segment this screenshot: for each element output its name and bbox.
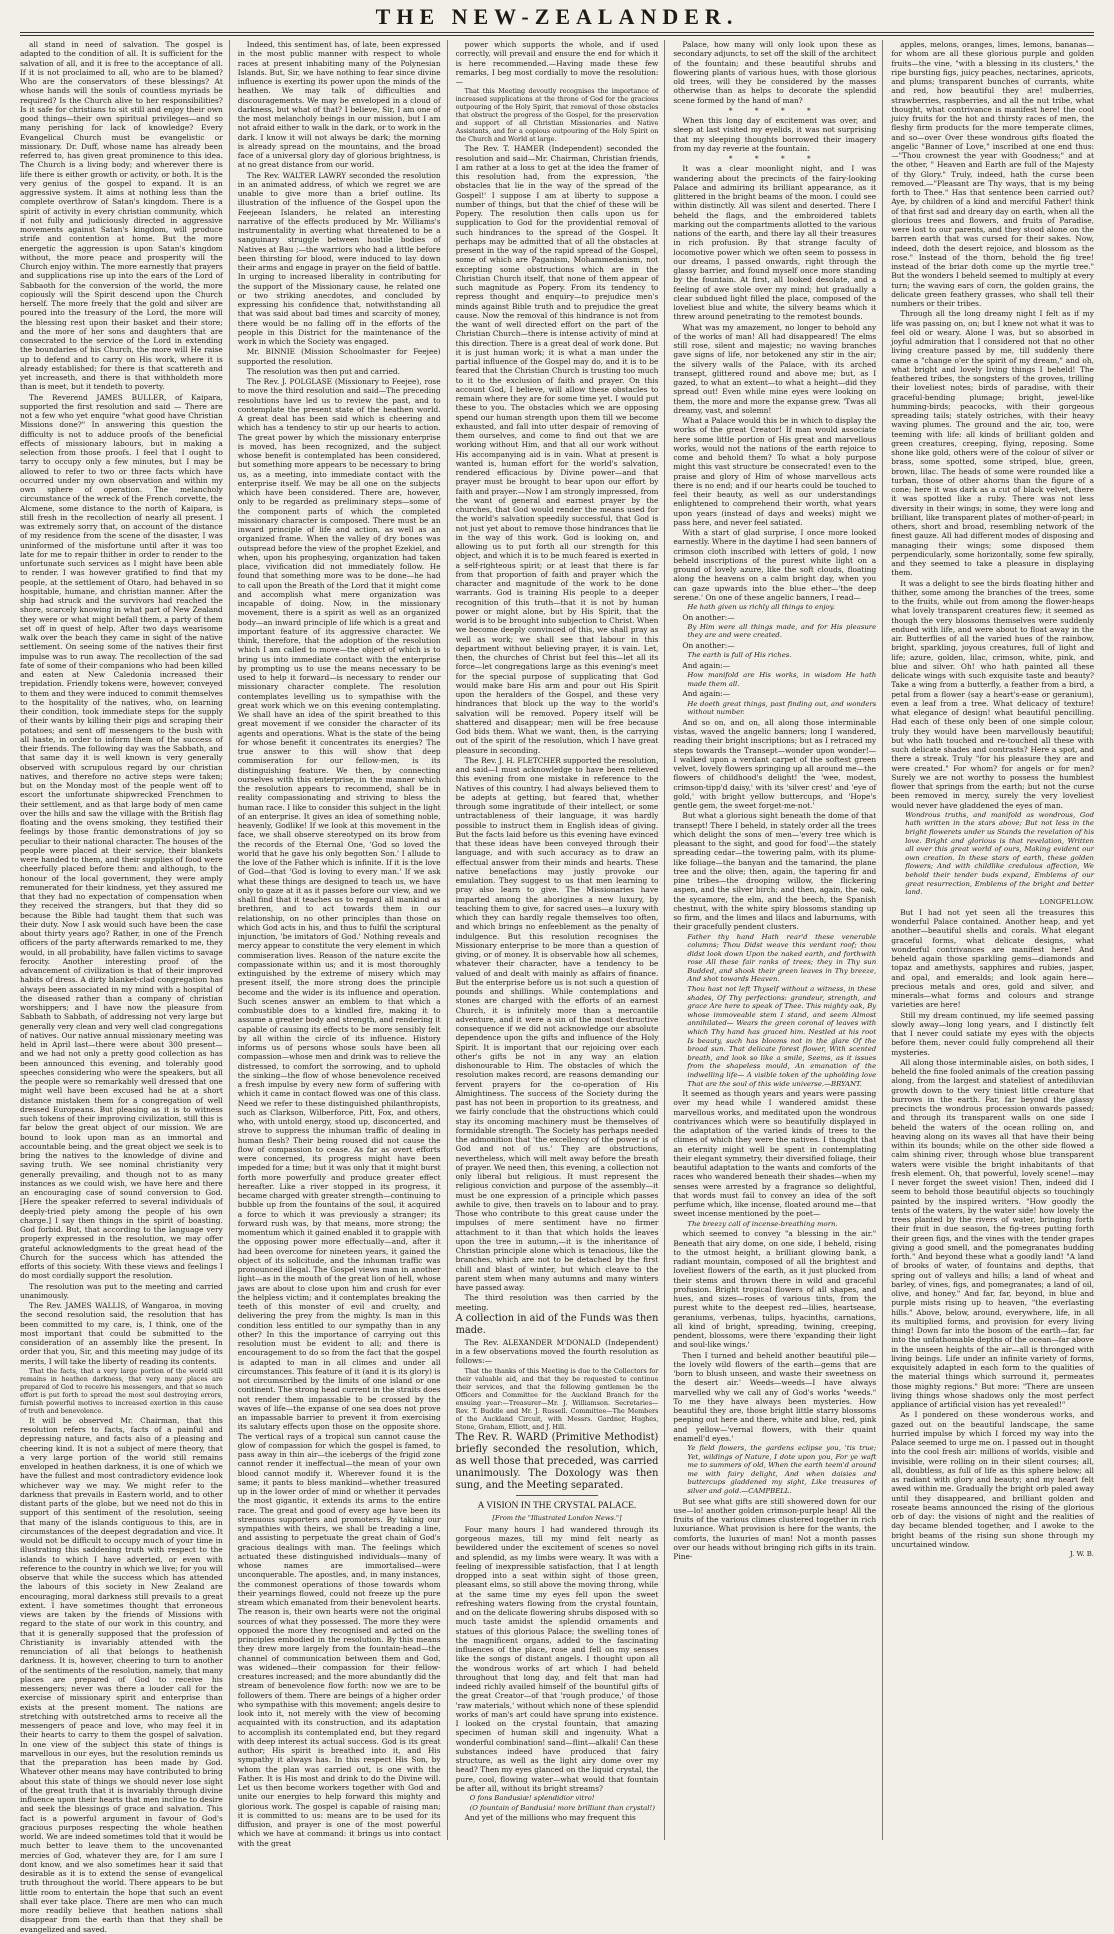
paragraph: The resolution was put to the meeting and carried unanimously. (20, 1281, 223, 1300)
paragraph: On another:— (682, 612, 735, 622)
paragraph: On another:— (682, 641, 735, 651)
verse-author: LONGFELLOW. (1039, 897, 1094, 906)
paragraph: which seemed to convey "a blessing in the air." Beneath that airy dome, on one side, I beheld, rising to the utmost height, a brilliant glowing bank, a radiant mountain, composed of all the brightest and loveliest flowers of the earth, as it just plucked from their stems and thrown there in wild and graceful profusion. Bright tropical flowers of all shapes, and hues, and sizes—roses of various tints, from the purest white to the deepest red—lilies, heartsease, geraniums, verbenas, tulips, hyacinths, carnations, all kind of bright, spreading, twining, creeping, pendent, blossoms, were there 'expanding their light and soul-like wings.' (673, 1229, 877, 1350)
column-3 (456, 40, 666, 1840)
paragraph: The Rev. ALEXANDER M'DONALD (Independent) in a few observations moved the fourth resolution as follows:— (455, 1337, 659, 1366)
closing-paragraph: The Rev. R. WARD (Primitive Methodist) briefly seconded the resolution, which, as well those that preceded, was carried unanimously. The Doxology was then sung, and the Meeting separated. (455, 1431, 659, 1491)
masthead-rule (20, 32, 1094, 33)
paragraph: The Rev. J. POLGLASE (Missionary to Feejee), rose to move the third resolution and said—The preceding resolutions have led us to review the past, and to contemplate the present state of the heathen world. A great deal has been said which is cheering and which has a tendency to stir up our hearts to action. The great power by which the missionary enterprise is moved, has been recognized, and the subject whose benefit is contemplated has been considered, but something more appears to be necessary to bring us, as a meeting, into immediate contact with the enterprise itself. We may be all one on the subjects which have been considered. There are, however, only to be regarded as preliminary steps—some of the component parts of which the completed missionary character is composed. There must be an inward principle of life and action, as well as an organized frame. When the valley of dry bones was outspread before the view of the prophet Ezekiel, and when, upon his prophesying, organization had taken place, vivification did not immediately follow. He found that something more was to be done—he had to call upon the Breath of the Lord that it might come and accomplish what mere organization was incapable of doing. Now, in the missionary movement, there is a spirit as well as an organized body—an inward principle of life which is a great and important feature of its aggressive character. We think, therefore, that the adoption of the resolution which I am called to move—the object of which is to bring us into immediate contact with the enterprise by prompting us to use the means necessary to be used to help it forward—is necessary to render our missionary character complete. The resolution contemplates levelling us to sympathise with the great work which we on this evening contemplating. We shall have an idea of the spirit breathed to this great movement if we consider the character of its agents and operations. What is the state of the being for whose benefit it concentrates its energies? The true answer to this will show that deep commiseration for our fellow-men, is its distinguishing feature. We then, by connecting ourselves with this enterprise, in the manner which the resolution appears to recommend, shall be in reality compassionating and striving to bless the human race. I like to consider this subject in the light of an enterprise. It gives an idea of something noble, heavenly, Godlike! If we look at this movement in the face, we shall observe stereotyped on its brow from the records of the Eternal One, 'God so loved the world that he gave his only begotten Son.' I allude to the love of the Father which is infinite. If it is the love of God—that 'God is loving to every man.' If we ask what these things are designed to teach us, we have only to gaze at it as it passes before our view, and we shall find that it teaches us to regard all mankind as brethren, and to act towards them in our relationship, on no other principles than those on which God acts in his, and thus to fulfil the scriptural injunction, 'be imitators of God.' Nothing reveals and mercy appear to constitute the very element in which commiseration lives. Reason of the nature excite the compassionate within us; and it is most thoroughly extinguished by the extreme of misery which may present itself, the more strong does the principle become and the wider is its influence and operation. Such scenes answer an emblem to that which a combustible does to a kindled fire, making it to assume a greater body and strength, and rendering it capable of causing its effects to be more sensibly felt by all within the circle of its influence. History informs us of persons whose souls have been all compassion—whose men and drink was to relieve the distressed, to comfort the sorrowing, and to uphold the sinking—the flow of whose benevolence received a fresh impulse by every new form of suffering with which it came in contact flowed was one of this class. Need we refer to these distinguished philanthropists, such as Clarkson, Wilberforce, Pitt, Fox, and others, who, with untold energy, stood up, disconcerted, and strove to suppress the inhuman traffic of dealing in human flesh? Their being roused did not cause the flow of compassion to cease. As far as overt efforts were concerned, its progress might have been impeded for a time; but it was only that it might burst forth more powerfully and produce greater effect hereafter. Like a river stopped in its progress, it became charged with greater strength—continuing to bubble up from the fountains of the soul, it acquired a force to which it was previously a stranger; its forward rush was, by that means, more strong; the momentum which it gained enabled it to grapple with the opposing power more effectually—and, after it had been overcome for nineteen years, it gained the object of its solicitude, and the inhuman traffic was pronounced illegal. The Gospel views man in another light—as in the mouth of the great lion of hell, whose jaws are about to close upon him and crush for ever the helpless victim; and it contemplates breaking the teeth of this monster of evil and cruelty, and delivering the prey from the mighty. Is man in this condition less entitled to our sympathy than in any other? In this the importance of carrying out this resolution must be evident to all; and there is encouragement to do so from the fact that the gospel is adapted to man in all climes and under all circumstances. This feature of it (and it is its glory) is not circumscribed by the limits of one island or one continent. The strong head current in the straits does not render them impassable to be crossed by the waves of life—the expanse of one sea does not prove an impassable barrier to prevent it from exercising its salutary effects upon those on the opposite shore. The vertical rays of a tropical sun cannot cause the glow of compassion for which the gospel is famed, to pass away in thin air—the icebergs of the frigid zone cannot render it ineffectual—the mean of your own blood cannot modify it. Wherever found it is the same; it pants to bless mankind—whether treasured up in the lower order of mind or whether it pervades the most gigantic, it extends its arms to the entire race. The great and good of every age have been its strenuous supporters and promoters. By taking our sympathies with theirs, we shall be treading a line, and assisting to perpetuate the great chain of God's gracious dealings with man. The feelings which actuated these distinguished individuals—many of whose names are immortalised—were unconquerable. The apostles, and, in many instances, the commonest operations of those towards whom their yearnings flowed, could not freeze up the pure stream which emanated from their benevolent hearts. The reason is, their own hearts were not the original sources of what they possessed. The more they were opposed the more they recognised and acted on the principles embodied in the resolution. By this means they drew more largely from the fountain-head—the channel of communication between them and God, was widened—their compassion for their fellow-creatures increased; and the more abundantly did the stream of benevolence flow forth: now we are to be followers of them. There are beings of a higher order who sympathise with this movement; angels desire to look into it, not merely with the view of becoming acquainted with its construction, and its adaptation to accomplish its contemplated end, but they regard with deep interest its actual success. God is its great author; His spirit is breathed into it, and His sympathy it always has. In this respect His Son, by whom the plan was carried out, is one with the Father. It is His most and drink to do the Divine will. Let us then become workers together with God and unite our energies to help forward this mighty and glorious work. The gospel is capable of raising man; it is committed to us: means are to be used for its diffusion, and prayer is one of the most powerful which we have at command: it brings us into contact with the great (237, 377, 441, 1848)
verse: He hath given us richly all things to enjoy. (687, 603, 835, 611)
column-1 (20, 40, 230, 1934)
verse: O fons Bandusiæ! splendidior vitro! (469, 1794, 595, 1802)
collection-heading: A collection in aid of the Funds was then made. (455, 1312, 659, 1336)
resolution-text: That the thanks of this Meeting is due to the Collectors for their valuable aid, and that they be requested to continue their services, and that the following gentlemen be the Officers and Committee for the Auckland Branch for the ensuing year:—Treasurer—Mr. J. Williamson. Secretaries—Rev. T. Buddle and Mr. J. Russell. Committee—The Members of the Auckland Circuit, with Messrs. Gardner, Hughes, Stone, Graham, Elliott, and J. Hill. (455, 1366, 659, 1431)
column-4 (673, 40, 883, 1840)
paragraph: All along those interminable aisles, on both sides, I beheld the fine fooled animals of the creation passing along, from the largest and stateliest of antediluvian growth down to the very tiniest little creature that burrows in the earth. Far, far beyond the glassy precincts the wondrous procession onwards passed; and through its transparent walls on one side I beheld the waters of the ocean rolling on, and heaving along on its waves all that have their being within its bounds; while on the other side flowed a calm shining river, through whose blue transparent waters were visible the bright inhabitants of that fresh element. Oh, that powerful, lovely scene!—may I never forget the sweet vision! Then, indeed did I seem to behold those beautiful objects so touchingly painted by the inspired writers. "How goodly the tents of the waters, by the water side! how lovely the trees planted by the rivers of water, bringing forth their fruit in due season, the fig-trees putting forth their green figs, and the vines with the tender grapes giving a good smell, and the pomegranates budding forth." And beyond these what a goodly land! "A land of brooks of water, of fountains and depths, that spring out of valleys and hills; a land of wheat and barley, of vines, figs, and pomegranates; a land of oil, olive, and honey." And far, far, beyond, in blue and purple mists rising up to heaven, "the everlasting hills." Above, below, around, everywhere, life, in all its multiplied forms, and provision for every living thing! Down far into the bosom of the earth—far, far into the unfathomable depths of the ocean—far above in the unseen heights of the air—all is thronged with living beings. Life under an infinite variety of forms, exquisitely adapted in each form to the qualities of the material things which surround it, permeates those mighty regions." But more: "There are unseen living things whose shadows only the most perfect appliance of artificial vision has yet revealed!" (891, 1057, 1094, 1410)
verse: (O fountain of Bandusia! more brilliant than crystal!) (469, 1803, 655, 1812)
verse: Thou hast not left Thyself without a witness, in these shades, Of Thy perfections: grandeur, strength, and grace Are here to speak of Thee. This mighty oak, By whose immoveable stem I stand, and seem Almost annihilated— Wears the green coronal of leaves with which Thy hand has graced him. Nestled at his root Is beauty, such has blooms not in the glare Of the broad sun. That delicate forest flower, With scented breath, and look so like a smile, Seems, as it issues from the shapeless mould, An emanation of the indwelling life— A visible token of the upholding love That are the soul of this wide universe.—BRYANT. (687, 985, 877, 1088)
paragraph: It will be observed Mr. Chairman, that this resolution refers to facts, facts of a painful and depressing nature, and facts also of a pleasing and cheering kind. It is not a subject of mere theory, that a very large portion of the world still remains enveloped in heathen darkness, it is one of which we have the fullest and most contradictory evidence look whichever way we may. We might refer to the darkness that prevails in Eastern world, and to other distant parts of the globe, but we need not do this in support of this sentiment of the resolution, seeing that many of the islands contiguous to this, are in circumstances of the deepest degradation and vice. It would not be difficult to occupy much of your time in illustrating this saddening truth with respect to the islands to which I have adverted, or even with reference to the country in which we live; for you will observe that while the success which has attended the labours of this society in New Zealand are encouraging, moral darkness still prevails to a great extent. I have sometimes thought that erroneous views are taken by the friends of Missions with regard to the state of our work in this country, and that it is generally supposed that the profession of Christianity is invariably attended with the renunciation of all that belongs to heathenish darkness. It is, however, cheering to turn to another of the sentiments of the resolution, namely, that many places are prepared of God to receive his messengers; never was there a louder call for the exercise of missionary spirit and enterprise than exists at the present moment. The nations are stretching with outstretched arms to receive all the messengers of peace and love, who may feel it in their hearts to carry to them the gospel of salvation. In one view of the subject this state of things is marvellous in our eyes, but the resolution reminds us that the preparation has been made by God. Whatever other means may have contributed to bring about this state of things we should never lose sight of the great truth that it is invariably through divine influence upon their hearts that men incline to desire and seek the blessings of grace and salvation. This fact is a powerful argument in favour of God's gracious purposes respecting the whole heathen world. We are indeed sometimes told that it would be much better to leave them to the uncovenanted mercies of God, whatever they are, for I am sure I dont know, and we also sometimes hear it said that desirable as it is to extend the sense of evangelical truth throughout the world. There appears to be but little room to entertain the hope that such an event shall ever take place. There are men who can much more readily believe that heathen nations shall disappear from the earth than that they shall be evangelized and saved. (20, 1415, 223, 1934)
paragraph: And so on, and on, all along those interminable vistas, waved the angelic banners; long I wandered, reading their bright inscriptions; but as I retraced my steps towards the Transept—wonder upon wonder!—I walked upon a verdant carpet of the softest green velvet, lovely flowers springing up all around me—the flowers of childhood's delight! the 'wee, modest, crimson-tipp'd daisy,' with its 'silver crest' and 'eye of gold,' with bright yellow buttercups, and 'Hope's gentle gem, the sweet forget-me-not.' (673, 717, 877, 810)
paragraph: What was my amazement, no longer to behold any of the works of man! All had disappeared! The elms still rose, silent and majestic; no waving branches gave signs of life, nor betokened any stir in the air; the silvery walls of the Palace, with its arched transept, glittered round and above me; but, as I gazed, to what an extent—to what a height—did they spread out! Even while mine eyes were looking on them, the more and more the expanse grew. 'Twas all dreamy, vast, and solemn! (673, 322, 877, 415)
paragraph: Then I turned and beheld another beautiful pile—the lovely wild flowers of the earth—gems that are 'born to blush unseen, and waste their sweetness on the desert air.' Weeds—weeds—I have always marvelled why we call any of God's works "weeds." To me they have always been mysteries. How beautiful they are, those bright little starry blossoms peeping out here and there, white and blue, red, pink and yellow—'vernal flowers, with their quaint enamell'd eyes.' (673, 1350, 877, 1443)
verse: The earth is full of His riches. (687, 651, 792, 660)
paragraph: It seemed as though years and years were passing over my head while I wandered amidst these marvellous works, and meditated upon the wondrous contrivances which were so beautifully displayed in the adaptation of the varied kinds of trees to the climes of which they were the natives. I thought that an eternity might well be spent in contemplating their elegant symmetry, their diversified foliage, their beautiful adaptation to the wants and comforts of the races who wandered beneath their shades—when my senses were arrested by a fragrance so delightful, that words must fail to convey an idea of the soft perfume which, like incense, floated around me—that sweet incense mentioned by the poet— (673, 1089, 877, 1219)
paragraph: What a Palace would this be in which to display the works of the great Creator! If man would associate here some little portion of His great and marvellous works, would not the nations of the earth rejoice to come and behold them? To what a holy purpose might this vast structure be consecrated! even to the praise and glory of Him of whose marvellous acts there is no end; and if our hearts could be touched to feel their beauty, as well as our understandings enlightened to comprehend their worth, what years upon years (instead of days and weeks) might we pass here, and never feel satiated. (673, 416, 877, 527)
paragraph: The Rev. JAMES WALLIS, of Wangaroa, in moving the second resolution said, the resolution that has been committed to my care, is, I think, one of the most important that could be submitted to the consideration of an assembly like the present. In order that you, Sir, and this meeting may judge of its merits, I will take the liberty of reading its contents. (20, 1301, 223, 1366)
paragraph: Indeed, this sentiment has, of late, been expressed in the most public manner with respect to whole races at present inhabiting many of the Polynesian Islands. But, Sir, we have nothing to fear since divine influence is exerting its power upon the minds of the heathen. We may talk of difficulties and discouragements. We may be enveloped in a cloud of darkness, but what of that? I believe, Sir, I am one of the most melancholy beings in our mission, but I am not afraid either to walk in the dark, or to work in the dark. I know it will not always be dark; the morning is already spread on the mountains, and the broad face of a universal glory day of glorious brightness, is at no great distance from our world. (237, 40, 441, 170)
paragraph: The Rev. J. H. FLETCHER supported the resolution, and said—I must acknowledge to have been relieved this evening from one mistake in reference to the Natives of this country. I had always believed them to be adepts at getting, but feared that, whether through some ingratitude of their intellect, or some untractableness of their language, it was hardly possible to instruct them in English ideas of giving. But the facts laid before us this evening have evinced that these ideas have been conveyed through their language, and with such accuracy as to draw an effectual answer from their minds and hearts. These native benefactions may justly provoke our emulation. They suggest to us that men learning to pray also learn to give. The Missionaries have imparted among the aborigines a new luxury, by teaching them to give, for sacred uses—a luxury with which they can hardly regale themselves too often, and which brings no enfeeblement as the penalty of indulgence. But this resolution recognises the Missionary enterprise to be more than a question of giving, or of money. It is observable how all schemes, whatever their character, have a tendency to be valued of and dealt with mainly as affairs of finance. But the enterprise before us is not such a question of pounds and shillings. While contemplations and stones are charged with the efforts of an earnest Church, it is infinitely more than a mercantile adventure, and it were a sin of the most destructive consequence if we did not acknowledge our absolute dependence upon the gifts and influence of the Holy Spirit. It is important that our rejoicing over each other's gifts be not in any way an elation dishonourable to Him. The obstacles of which the resolution makes record, are reasons demanding our fervent prayers for the co-operation of His Almightiness. The success of the Society during the past has not been in proportion to its greatness, and we fairly conclude that the obstructions which could stay its oncoming machinery must be themselves of formidable strength. The Society has perhaps needed the admonition that 'the excellency of the power is of God and not of us.' They are obstructions, nevertheless, which will melt away before the breath of prayer. We need then, this evening, a collection not only liberal but religious. It must represent the religious conviction and purpose of the assembly—it must be one expression of a principle which passes awhile to give, then travels on to labour and to pray. Those who contribute to this great cause under the impulses of mere sentiment have no firmer attachment to it than that which holds the leaves upon the tree in autumn,—it is the inheritance of Christian principle alone which is tenacious, like the branches, which are not to be detached by the first chill and blast of winter, but which cleave to the parent stem when many autumns and many winters have passed away. (455, 755, 659, 1292)
resolution-text: That the facts, that a very large portion of the world still remains in heathen darkness, that very many places are prepared of God to receive his messengers, and that so much effort is put forth to spread the most soul destroying errors, furnish powerful motives to increased exertion in this cause of truth and benevolence. (20, 1366, 223, 1415)
paragraph: Still my dream continued, my life seemed passing slowly away—long long years, and I distinctly felt that I never could satiate my eyes with the objects before them, never could fully comprehend all their mysteries. (891, 1010, 1094, 1057)
column-5 (891, 40, 1094, 1840)
paragraph: apples, melons, oranges, limes, lemons, bananas—for whom are all these glorious purple and golden fruits—the vine, "with a blessing in its clusters," the ripe bursting figs, juicy peaches, nectarines, apricots, and plums; transparent bunches of currants, white and red, how beautiful they are! mulberries, strawberries, raspberries, and all the nut tribe, what thought, what contrivance is manifest here! the cool juicy fruits for the hot and thirsty races of men, the fleshy firm products for the more temperate climes, and so—over Over these wondrous gifts floated the angelic "Banner of Love," inscribed at one end thus:—"Thou crownest the year with Goodness;" and at the other, " Heaven and Earth are full of the Majesty of thy Glory." Truly, indeed, hath the curse been removed.—"Pleasant are Thy ways, that is my being forth to Thee." Has that sentence been carried out? Aye, by children of a kind and merciful Father! think of that first sad and dreary day on earth, when all the glorious trees and flowers, and fruits of Paradise, were lost to our parents, and they stood alone on the barren earth that was cursed for their sakes. Now, indeed, doth the desert rejoice, and blossom as the rose." Instead of the thorn, behold the fig tree! instead of the briar doth come up the myrtle tree." But the wonders I beheld seemed to multiply at every turn; the waving ears of corn, the golden grains, the delicate green feathery grasses, who shall tell their numbers or their tribes. (891, 40, 1094, 308)
paragraph: With a start of glad surprise, I once more looked earnestly. Where in the daytime I had seen banners of crimson cloth inscribed with letters of gold, I now beheld inscriptions of the purest white light on a ground of lovely azure, like the soft clouds, floating along the heavens on a calm bright day, when you can gaze upwards into the blue ether—'the deep serene.' On one of these angelic banners, I read— (673, 528, 877, 602)
section-break: * * * * (728, 105, 821, 115)
paragraph: But I had not yet seen all the treasures this wonderful Palace contained. Another heap, and yet another—beautiful shells and corals. What elegant graceful forms, what delicate designs, what wonderful contrivances are manifest here! And beheld again those sparkling gems—diamonds and topaz and amethysts, sapphires and rubies, jasper, and opal, and emeralds; and look again here—precious metals and ores, gold and silver, and minerals—what forms and colours and strange varieties are here! (891, 907, 1094, 1010)
verse: The breezy call of incense-breathing morn. (687, 1219, 838, 1228)
paragraph: It was a clear moonlight night, and I was wandering about the precincts of the fairy-looking Palace and admiring its brilliant appearance, as it glittered in the bright beams of the moon. I could see within distinctly. All was silent and deserted. There I beheld the flags, and the embroidered tablets marking out the compartments allotted to the various nations of the earth, and there lay all their treasures in rich profusion. By that strange faculty of locomotive power which we often seem to possess in our dreams, I passed onwards, right through the glassy barrier, and found myself once more standing by the fountain. At first, all looked desolate, and a feeling of awe stole over my mind; but gradually a clear subdued light filled the place, composed of the loveliest blue and white, the silvery beams which it threw around penetrating to the remotest bounds. (673, 164, 877, 322)
paragraph: But see what gifts are still showered down for our use—lo! another golden crimson-purple heap! All the fruits of the various climes clustered together in rich luxuriance. What provision is here for the wants, the comforts, the luxuries of man! Not a month passes over our heads without bringing rich gifts in its train. Pine- (673, 1496, 877, 1562)
paragraph: As I pondered on these wonderous works, and gazed out on the beautiful landscape, the same hurried impulse by which I forced my way into the Palace seemed to urge me on. I passed out in thought into the cool fresh air: millions of worlds, visible and invisible, were rolling on in their silent courses; all, all, doubtless, as full of life as this sphere below; all as radiant with glory and beauty; and my heart felt awed within me. Gradually the bright orb paled away until they disappeared, and brilliant golden and roseate beams announced the rising of the glorious orb of day: the visions of night and the realities of day became blended together, and I awoke to the bright beams of the rising sun shone through my uncurtained window. (891, 1410, 1094, 1549)
divider (516, 1495, 597, 1496)
verse: He doeth great things, past finding out, and wonders without number. (687, 699, 877, 717)
article-heading: A VISION IN THE CRYSTAL PALACE. (477, 1500, 637, 1511)
paragraph: And again:— (682, 660, 731, 670)
masthead-rule-thin (20, 35, 1094, 36)
verse: How manifold are His works, in wisdom He hath made them all. (687, 671, 877, 688)
section-break: * * * * (728, 154, 821, 163)
masthead (0, 4, 1114, 28)
paragraph: The Rev. T. HAMER (Independent) seconded the resolution and said—Mr. Chairman, Christian friends, I am rather at a loss to get at the idea the framer of this resolution had, from the expression, 'the obstacles that lie in the way of the spread of the Gospel!' I suppose I am at liberty to suppose a number of things, but that the chief of these will be Popery. The resolution then calls upon us for supplication to God for the providential removal of such hindrances to the spread of the Gospel. It perhaps may be admitted that of all the obstacles at present in the way of the rapid spread of the Gospel, some of which are Paganism, Mohammedanism, not excepting some obstructions which are in the Christian Church itself, that none of them appear of such magnitude as Popery. From its tendency to repress thought and enquiry—to prejudice men's minds against Bible truth and to prejudice the great cause. Now the removal of this hindrance is not from the want of well directed effort on the part of the Christian Church—there is intense activity of mind at this direction. There is a great deal of work done. But it is just human work; it is what a man under the partial influence of the Gospel may do, and it is to be feared that the Christian Church is trusting too much to it to the exclusion of faith and prayer. On this account God, I believe, will allow these obstacles to remain where they are for some time yet. I would put these to you. The obstacles which we are opposing spend our human strength upon them till we become exhausted, and fall into utter despair of removing of them ourselves, and come to find out that we are working without Him, and that all our work without His accompanying aid is in vain. What at present is wanted is, human effort for the world's salvation, rendered efficacious by Divine power—and that prayer must be brought to bear upon our effort by faith and prayer.—Now I am strongly impressed, from the want of general and earnest prayer by the churches, that God would render the means used for the world's salvation speedily successful, that God is not just yet about to remove those hindrances that lie in the way of this work. God is looking on, and allowing us to put forth all our strength for this object, and which it is to be much feared is exerted in a self-righteous spirit; or at least that there is far from that proportion of faith and prayer which the character and magnitude of the work to be done warrants. God is training His people to a deeper recognition of this truth—that it is not by human power or might alone, but by His Spirit, that the world is to be brought into subjection to Christ. When we become deeply convinced of this, we shall pray as well as work; we shall see that labour in this department without believing prayer, it is vain. Let, then, the churches of Christ but feel this—let all its force—let congregations large as this evening's meet for the special purpose of supplicating that God would make bare His arm and pour out His Spirit upon the heralders of the Gospel, and these very hindrances that block up the way to the world's salvation will be removed. Popery itself will be shattered and disappear; men will be free because God bids them. What we want, then, is the carrying out of the spirit of the resolution, which I have great pleasure in seconding. (455, 144, 659, 755)
paragraph: Through all the long dreamy night I felt as if my life was passing on, on; but I knew not what it was to feel old or weary. Alone I was, but so absorbed in joyful admiration that I considered not that no other living creature passed by me, till suddenly there came a "change o'er the spirit of my dream," and oh, what bright and lovely living things I beheld! The feathered tribes, the songsters of the groves, trilling their loveliest notes; birds of paradise, with their graceful-bending plumage; bright, jewel-like humming-birds; peacocks, with their gorgeous spreading tails; stately ostriches, with their heavy waving plumes. The ground and the air, too, were teeming with life: all kinds of brilliant golden and green creatures, creeping, flying, reposing. Some shone like gold, others were of the colour of silver or brass, some spotted, some striped, blue, green, brown, lilac. The heads of some were rounded like a turban, those of other ahorns than the figure of a cone; here it was dark as a cut of black velvet, there it was spotted like a ruby. There was not less diversity in their wings; in some, they were long and brilliant, like transparent plates of mother-of-pearl; in others, short and broad, resembling network of the finest gauze. All had different modes of disposing and managing their wings; some disposed them perpendicularly, some horizontally, some few spirally, and they seemed to take a pleasure in displaying them. (891, 309, 1094, 578)
paragraph: Palace, how many will only look upon these as secondary adjuncts, to set off the skill of the architect of the fountain; and these beautiful shrubs and flowering plants of various hues, with those glorious old trees, will they be considered by the masses otherwise than as helps to decorate the splendid scene formed by the hand of man? (673, 40, 877, 105)
verse: Father thy hand Hath rear'd these venerable columns; Thou Didst weave this verdant roof; thou didst look down Upon the naked earth, and forthwith rose All these fair ranks of trees; they in Thy sun Budded, and shook their green leaves in Thy breeze, And shot towards Heaven. (687, 932, 877, 984)
paragraph: And yet of the millions who may frequent this (464, 1813, 636, 1823)
paragraph: The Reverend JAMES BULLER, of Kaipara, supported the first resolution and said — There are not a few who yet enquire "what good have Christian Missions done?" In answering this question the difficulty is not to adduce proofs of the beneficial effects of missionary labours, but in making a selection from those proofs. I feel that I ought to tarry to occupy only a few minutes, but I may be allowed to refer to two or three facts which have occurred under my own observation and within my own sphere of operation. The melancholy circumstance of the wreck of the French corvette, the Alcmene, some distance to the north of Kaipara, is still fresh in the recollection of nearly all present. I was extremely sorry that, on account of the distance of my residence from the scene of the disaster, I was uninformed of the misfortune until after it was too late for me to repair thither in order to render to the unfortunate such services as I might have been able to render. I was however gratified to find that my people, at the settlement of Otaro, had behaved in so hospitable, humane, and christian manner. After the ship had struck and the survivors had reached the shore, scarcely knowing in what part of New Zealand they were or what might befall them, a party of them set off in quest of help. After two days wearisome walk over the beach they came in sight of the native settlement. On seeing some of the natives their first impulse was to run away. The recollection of the sad fate of some of their companions who had been killed and eaten at New Caledonia increased their trepidation. Friendly tokens were, however, conveyed to them and they were induced to commit themselves to the hospitality of the natives, who, on learning their condition, took immediate steps for the supply of their wants by killing their pigs and scraping their potatoes; and sent off messengers to the bush with all haste, in order to inform them of the success of their friends. The following day was the Sabbath, and that same day it is well known is very generally observed with scrupulous regard by our christian natives, and therefore no active steps were taken; but on the Monday most of the people went off to escort the unfortunate shipwrecked Frenchmen to their settlement, and as that large body of men came over the hills and saw the village with the British flag floating and the ovens smoking, they testified their feelings by those frantic demonstrations of joy so peculiar to their national character. The houses of the people were placed at their service, their blankets were handed to them, and their supplies of food were cheerfully placed before them: and although, to the honour of the local government, they were amply remunerated for their kindness, yet they assured me that they had no expectation of compensation when they received the strangers, but that they did so because the Bible had taught them that such was their duty. Now I ask would such have been the case about thirty years ago? Rather, in one of the French officers of the party afterwards remarked to me, they would, in all probability, have fallen victims to savage ferocity. Another interesting proof of the advancement of civilization is that of their improved habits of dress. A dirty blanket-clad congregation has always been associated in my mind with a hospital of the diseased rather than a company of christian worshippers; and I have now the pleasure from Sabbath to Sabbath, of addressing not very large but generally very clean and very well clad congregations of natives. Our native annual missionary meeting was held in April last—there were about 300 present—and we had not only a pretty good collection as has been announced this evening, and tolerably good speeches considering who were the speakers, but all the people were so remarkably well dressed that one might well have been excused had he at a short distance mistaken them for a congregation of well dressed Europeans. But pleasing as it is to witness such tokens of their improving civilization, still this is far below the great object of our mission. We are bound to look upon man as an immortal and accountable being, and the great object we seek is to bring the natives to the knowledge of divine and saving truth. We see nominal christianity very generally prevailing, and though not to as many instances as we could wish, we have here and there an encouraging case of sound conversion to God. [Here the speaker referred to several individuals of deeply-tried piety among the people of his own charge.] I say then things in the spirit of boasting. God forbid. But, that according to the language very properly expressed in the resolution, we may offer grateful acknowledgments to the great head of the Church for the success which has attended the efforts of this society. With these views and feelings I do most cordially support the resolution. (20, 392, 223, 1281)
paragraph: power which supports the whole, and if used correctly, will prevail and ensure the end for which it is here recommended.—Having made these few remarks, I beg most cordially to move the resolution:— (455, 40, 659, 86)
paragraph: Mr. BINNIE (Mission Schoolmaster for Feejee) supported the resolution. (237, 347, 441, 366)
page-columns (20, 40, 1094, 1934)
paragraph: It was a delight to see the birds floating hither and thither, some among the branches of the trees, some to the fruits, while out from among the flower-heaps what lovely transparent creatures flew; it seemed as though the very blossoms themselves were suddenly endued with life, and were about to float away in the air. Butterflies of all the varied hues of the rainbow, bright, sparkling, joyous creatures, full of light and life; azure, golden, lilac, crimson, white, pink, and blue and silver. Oh! who hath painted all these delicate wings with such exquisite taste and beauty? Take a wing from a butterfly, a feather from a bird, a petal from a flower (say a heart's-ease or geranium), even a leaf from a tree. What delicacy of texture! what elegance of design! what beautiful pencilling. Had each of these only been of one simple colour, truly they would have been marvellously beautiful; but who hath touched and re-touched all these with such delicate shades and contrasts? Here a spot, and there a streak. Truly "for his pleasure they are and were created." For whom? for angels or for men? Surely we are not worthy to possess the humblest flower that springs from the earth; but not the curse been removed in mercy, surely the very loveliest would never have gladdened the eyes of man. (891, 578, 1094, 810)
paragraph: The resolution was then put and carried. (246, 366, 400, 376)
article-author: J. W. B. (1069, 1550, 1094, 1559)
paragraph: The Rev. WALTER LAWRY seconded the resolution in an animated address, of which we regret we are unable to give more than a brief outline. Its illustration of the influence of the Gospel upon the Feejeean Islanders, he related an interesting narrative of the effects produced by Mr. Williams's instrumentality in averting what threatened to be a sanguinary struggle between hostile bodies of Natives at Bau ;—the warriors who had a little before been thirsting for blood, were induced to lay down their arms and engage in prayer on the field of battle. In urging to increased liberality in contributing for the support of the Missionary cause, he related one or two striking anecdotes, and concluded by expressing his confidence that, notwithstanding all that was said about bad times and scarcity of money, there would be no falling off in the efforts of the people in this District for the maintenance of the work in which the Society was engaged. (237, 170, 441, 346)
paragraph: When this long day of excitement was over, and sleep at last visited my eyelids, it was not surprising that my sleeping thoughts borrowed their imagery from my day reverie at the fountain. (673, 116, 877, 153)
paragraph: all stand in need of salvation. The gospel is adapted to the condition of all. It is sufficient for the salvation of all, and it is free to the acceptance of all. If it is not proclaimed to all, who are to be blamed? Who are the conservators of these blessings? At whose hands will the souls of countless myriads be required? Is the Church alive to her responsibilities? Is it safe for christians to sit still and enjoy their own good things—their own spiritual privileges—and so many perishing for lack of knowledge? Every Evangelical Church must be evangelistic or missionary. Dr. Duff, whose name has already been referred to, has given great prominence to this idea. The Church is a living body; and wherever there is life there is either growth or activity, or both. It is the very genius of the gospel to expand. It is an aggressive system. It aims at nothing less than the complete overthrow of Satan's kingdom. There is a spirit of activity in every christian community, which if not fully and judiciously directed in aggressive movements against Satan's kingdom, will produce strife and contention at home. But the more energetic the aggression is upon Satan's kingdom without, the more peace and prosperity will the Church enjoy within. The more earnestly that prayers and supplications rise up into the ears of the Lord of Sabbaoth for the conversion of the world, the more copiously will the Spirit descend upon the Church herself. The more freely that the gold and silver are poured into the treasury of the Lord, the more will the blessing rest upon their basket and their store; and the more of her sons and daughters that are consecrated to the service of the Lord in extending the boundaries of his Church, the more will He raise up to defend and to carry on His work, where it is already established; for there is that scattereth and yet increaseth, and there is that withholdeth more than is meet, but it tendeth to poverty. (20, 40, 223, 392)
article-source: [From the "Illustrated London News."] (492, 1513, 622, 1522)
verse: By Him were all things made, and for His pleasure they are and were created. (687, 622, 877, 640)
paragraph: But what a glorious sight beneath the dome of that transept! There I beheld, in stately order all the trees which delight the sons of men—'every tree which is pleasant to the sight, and good for food'—the stately spreading cedar—the towering palm, with its plume-like foliage—the banyan and the tamarind, the plane tree and the olive; then, again, the tapering fir and pine tribes—the drooping willow, the flickering aspen, and the silver birch; and then, again, the oak, the sycamore, the elm, and the beech, the Spanish chestnut, with the white spiry blossoms standing up so firm, and the limes and lilacs and laburnums, with their gracefully pendent clusters. (673, 811, 877, 932)
paragraph: The third resolution was then carried by the meeting. (455, 1293, 659, 1312)
verse: Wondrous truths, and manifold as wondrous, God hath written in the stars above; But not less in the bright flowerets under us Stands the revelation of his love. Bright and glorious is that revelation, Written all over this great world of ours, Making evident our own creation. In these stars of earth, these golden flowers; And with childlike credulous affection, We behold their tender buds expand, Emblems of our great resurrection, Emblems of the bright and better land. (905, 810, 1094, 897)
resolution-text: That this Meeting devoutly recognises the importance of increased supplications at the throne of God for the gracious outpouring of the Holy Spirit, that removal of those obstacles that obstruct the progress of the Gospel, for the preservation and support of all Christian Missionaries and Native Assistants, and for a copious outpouring of the Holy Spirit on the Church and World at large. (455, 87, 659, 144)
paragraph: Four many hours I had wandered through its gorgeous mazes, till my mind felt nearly as bewildered under the excitement of scenes so novel and splendid, as my limbs were weary. It was with a feeling of inexpressible satisfaction, that I at length dropped into a seat within sight of those green, pleasant elms, so still above the moving throng, while at the same time my eyes fell upon the sweet refreshing waters flowing from the crystal fountain, and on the delicate flowering shrubs disposed with so much taste amidst the splendid ornaments and statues of this glorious Palace; the swelling tones of the magnificent organs, added to the fascinating influences of the place, rose and fell on my senses like the songs of distant angels. I thought upon all the wondrous works of art which I had beheld throughout that long day, and felt that man had indeed richly availed himself of the bountiful gifts of the great Creator—of that 'rough produce,' of those 'raw materials,' without which none of these splendid works of man's art could have sprung into existence. I looked on the crystal fountain, that amazing specimen of human skill and ingenuity. What a wonderful combination! sand—flint—alkali! Can these substances indeed have produced that fairy structure, as well as the light airy dome over my head? Then my eyes glanced on the liquid crystal, the pure, cool, flowing water—what would that fountain be after all, without its bright streams? (455, 1524, 659, 1793)
newspaper-title: THE NEW-ZEALANDER. (375, 4, 739, 29)
verse: Ye field flowers, the gardens eclipse you, 'tis true; Yet, wildings of Nature, I dote upon you, For ye waft me to summers of old, When the earth teem'd around me with fairy delight, And when daisies and buttercups gladdened my sight, Like treasures of silver and gold.—CAMPBELL. (687, 1444, 877, 1495)
paragraph: And again:— (682, 689, 731, 699)
column-2 (237, 40, 448, 1848)
